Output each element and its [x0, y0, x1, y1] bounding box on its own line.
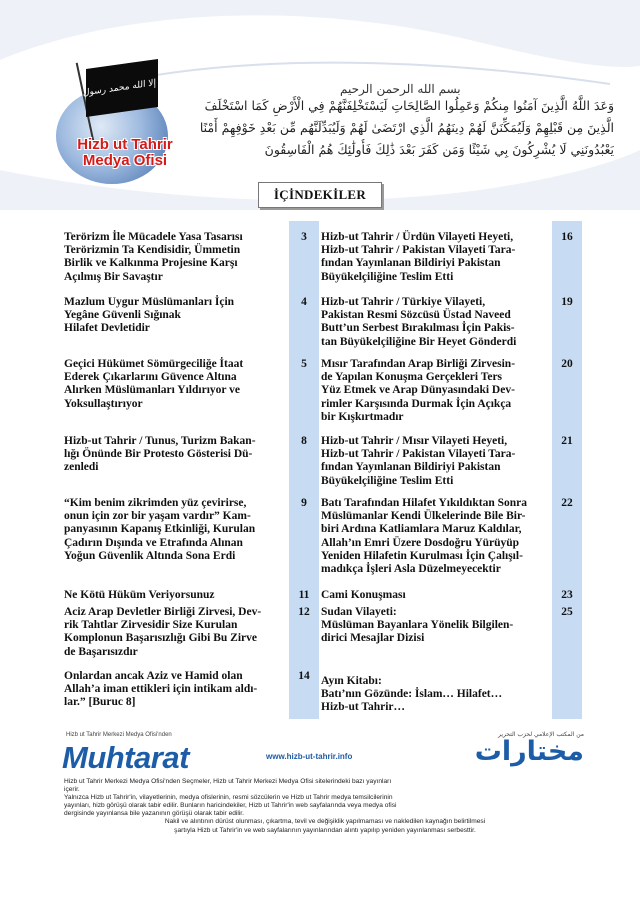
toc-line: Cami Konuşması: [321, 589, 406, 601]
toc-line: Yoksullaştırıyor: [64, 397, 143, 410]
toc-line: lığı Önünde Bir Protesto Gösterisi Dü-: [64, 448, 253, 461]
toc-page-number: 25: [561, 606, 573, 618]
arabic-caption: من المكتب الإعلامي لحزب التحرير: [498, 731, 584, 738]
muhtarat-caption: Hizb ut Tahrir Merkezi Medya Ofisi'nden: [66, 732, 172, 738]
toc-line: onun için zor bir yaşam vardır” Kam-: [64, 510, 251, 523]
toc-line: Ayın Kitabı:: [321, 675, 382, 687]
toc-line: de Yapılan Konuşma Gerçekleri Ters: [321, 371, 503, 384]
toc-line: Allah’a iman ettikleri için intikam aldı-: [64, 683, 258, 696]
toc-page-number: 16: [561, 231, 573, 243]
brand-logo-text: [62, 137, 188, 169]
toc-line: rimler Karşısında Durmak İçin Açıkça: [321, 397, 512, 410]
footer-line: dergisinde yayınlansa bile yazanının görüşü olarak tabir edilir.: [64, 810, 244, 818]
toc-page-number: 21: [561, 435, 573, 447]
toc-page-number: 5: [301, 358, 307, 370]
brand-line-1: Hizb ut Tahrir: [77, 136, 173, 153]
header: [0, 0, 640, 180]
toc-entry-title: [321, 497, 549, 576]
toc-line: Hizb-ut Tahrir / Tunus, Turizm Bakan-: [64, 435, 256, 447]
toc-line: Hizb-ut Tahrir / Türkiye Vilayeti,: [321, 296, 486, 308]
toc-page-number: 20: [561, 358, 573, 370]
toc-line: fından Yayınlanan Bildiriyi Pakistan: [321, 257, 501, 270]
toc-entry-title: [64, 589, 286, 602]
website-link[interactable]: www.hizb-ut-tahrir.info: [266, 752, 353, 761]
verse-line: الَّذِينَ مِن قَبْلِهِمْ وَلَيُمَكِّنَنَّ لَهُمْ دِينَهُمُ الَّذِي ارْتَضَىٰ لَهُمْ وَلَيُبَدِّلَنَّهُم مِّن بَعْدِ خَوْفِهِمْ أَمْنًا: [199, 120, 614, 135]
toc-entry-title: [64, 358, 286, 411]
arabic-logo: مختارات: [474, 736, 584, 767]
toc-line: Sudan Vilayeti:: [321, 606, 397, 618]
toc-line: fından Yayınlanan Bildiriyi Pakistan: [321, 461, 501, 474]
toc-line: Mısır Tarafından Arap Birliği Zirvesin-: [321, 358, 516, 370]
toc-page-number: 14: [298, 670, 310, 682]
toc-line: Hizb-ut Tahrir / Pakistan Vilayeti Tara-: [321, 244, 516, 257]
toc-line: Hizb-ut Tahrir / Ürdün Vilayeti Heyeti,: [321, 231, 514, 243]
footer-line: içerir.: [64, 786, 80, 794]
toc-line: zenledi: [64, 461, 99, 474]
toc-line: Geçici Hükümet Sömürgeciliğe İtaat: [64, 358, 244, 370]
toc-line: Hizb-ut Tahrir / Pakistan Vilayeti Tara-: [321, 448, 516, 461]
toc-line: Komplonun Başarısızlığı Gibi Bu Zirve: [64, 632, 257, 645]
toc-line: Hizb-ut Tahrir…: [321, 701, 406, 714]
toc-entry-title: [321, 296, 549, 349]
toc-line: rik Tahtlar Zirvesidir Size Kurulan: [64, 619, 238, 632]
footer: [0, 730, 640, 905]
footer-line: yayınları, hizb görüşü olarak tabir edilir. Bunların haricindekiler, Hizb ut Tahrir'in web sayfalarında veya medya ofisi: [64, 802, 397, 810]
toc-line: biri Ardına Katliamlara Maruz Kaldılar,: [321, 523, 522, 536]
toc-entry-title: [64, 296, 286, 336]
toc-title: İÇİNDEKİLER: [258, 182, 382, 208]
toc-line: Yoğun Güvenlik Altında Sona Erdi: [64, 549, 236, 562]
toc-entry-title: [321, 358, 549, 424]
toc-line: Aciz Arap Devletler Birliği Zirvesi, Dev-: [64, 606, 262, 618]
toc-entry-title: [64, 435, 286, 475]
toc-line: Yegâne Güvenli Sığınak: [64, 309, 181, 322]
brand-line-2: Medya Ofisi: [82, 152, 168, 169]
toc-line: Birlik ve Kalkınma Projesine Karşı: [64, 257, 238, 270]
toc-line: Büyükelçiliğine Teslim Etti: [321, 474, 454, 487]
toc-line: Terörizmin Ta Kendisidir, Ümmetin: [64, 244, 241, 257]
toc-line: Müslüman Bayanlara Yönelik Bilgilen-: [321, 619, 514, 632]
toc-entry-title: [321, 589, 549, 602]
toc-entry-title: [64, 231, 286, 284]
toc-page-number: 3: [301, 231, 307, 243]
toc-entry-title: [64, 497, 286, 563]
toc-line: Müslümanlar Kendi Ülkelerinde Bile Bir-: [321, 510, 526, 523]
toc-line: madıkça İşleri Asla Düzelmeyecektir: [321, 563, 501, 576]
quran-verse: [176, 95, 614, 161]
toc-line: Çadırın Dışında ve Etrafında Alınan: [64, 536, 243, 549]
toc-line: Batı’nın Gözünde: İslam… Hilafet…: [321, 688, 503, 701]
toc-line: Pakistan Resmi Sözcüsü Üstad Naveed: [321, 309, 511, 322]
toc-line: Mazlum Uygur Müslümanları İçin: [64, 296, 235, 308]
toc-line: Yeniden Hilafetin Kurulması İçin Çalışıl-: [321, 549, 523, 562]
toc-line: Ne Kötü Hüküm Veriyorsunuz: [64, 589, 215, 601]
toc-entry-title: [64, 670, 286, 710]
toc-entry-title: [321, 435, 549, 488]
muhtarat-logo: Muhtarat: [62, 740, 189, 775]
toc-line: Büyükelçiliğine Teslim Etti: [321, 270, 454, 283]
toc-page-number: 12: [298, 606, 310, 618]
toc-line: Allah’ın Emri Üzere Dosdoğru Yürüyüp: [321, 536, 520, 549]
verse-line: وَعَدَ اللَّهُ الَّذِينَ آمَنُوا مِنكُمْ وَعَمِلُوا الصَّالِحَاتِ لَيَسْتَخْلِفَنَّهُمْ فِي الْأَرْضِ كَمَا اسْتَخْلَفَ: [204, 98, 614, 113]
toc-line: tan Büyükelçiliğine Bir Heyet Gönderdi: [321, 335, 517, 348]
black-flag-image: [67, 59, 177, 117]
toc-line: Yüz Etmek ve Arap Dünyasındaki Dev-: [321, 384, 515, 397]
toc-line: bir Kışkırtmadır: [321, 410, 404, 423]
footer-line: şartıyla Hizb ut Tahrir'in ve web sayfalarının yayınlarından alıntı yapılıp yeniden yayınlanması serbesttir.: [174, 826, 476, 834]
toc-line: lar.” [Buruc 8]: [64, 696, 136, 709]
footer-line: Nakil ve alıntının dürüst olunması, çıkartma, tevil ve değişiklik yapılmaması ve nakledilen kaynağın belirtilmesi: [164, 818, 486, 826]
toc-line: Batı Tarafından Hilafet Yıkıldıktan Sonra: [321, 497, 527, 509]
toc-line: panyasının Kapanış Etkinliği, Kurulan: [64, 523, 256, 536]
toc-line: Hilafet Devletidir: [64, 322, 150, 335]
toc-line: Hizb-ut Tahrir / Mısır Vilayeti Heyeti,: [321, 435, 508, 447]
toc-page-number: 4: [301, 296, 307, 308]
toc-entry-title: [321, 231, 549, 284]
toc-page-number: 19: [561, 296, 573, 308]
verse-line: يَعْبُدُونَنِي لَا يُشْرِكُونَ بِي شَيْئًا وَمَن كَفَرَ بَعْدَ ذَٰلِكَ فَأُولَٰئِكَ هُمُ الْفَاسِقُونَ: [264, 142, 614, 157]
toc-line: Alırken Müslümanları Yıldırıyor ve: [64, 384, 241, 397]
toc-line: de Başarısızdır: [64, 645, 138, 658]
toc-line: Terörizm İle Mücadele Yasa Tasarısı: [64, 231, 243, 243]
toc-line: dirici Mesajlar Dizisi: [321, 632, 425, 645]
toc-entry-title: [321, 606, 549, 646]
toc-page-number: 9: [301, 497, 307, 509]
flag-inscription: لا إله إلا الله محمد رسول الله: [67, 75, 177, 101]
toc-page-number: 23: [561, 589, 573, 601]
toc-line: Butt’un Serbest Bırakılması İçin Pakis-: [321, 322, 515, 335]
footer-line: Hizb ut Tahrir Merkezi Medya Ofisi'nden Seçmeler, Hizb ut Tahrir Merkezi Medya Ofisi sitelerindeki bazı yayınları: [64, 778, 392, 785]
toc-line: Açılmış Bir Savaştır: [64, 270, 163, 283]
basmala: بسم الله الرحمن الرحيم: [340, 82, 461, 96]
toc-page-number: 8: [301, 435, 307, 447]
toc-page-number: 22: [561, 497, 573, 509]
toc-line: Onlardan ancak Aziz ve Hamid olan: [64, 670, 243, 682]
footer-line: Yalnızca Hizb ut Tahrir'in, vilayetlerinin, medya ofislerinin, resmi sözcülerin ve Hizb ut Tahrir medya temsilcilerinin: [64, 794, 393, 802]
toc-entry-title: [321, 675, 549, 715]
toc-page-number: 11: [298, 589, 310, 601]
toc-line: Ederek Çıkarlarını Güvence Altına: [64, 371, 237, 384]
footer-disclaimer: [64, 778, 586, 835]
toc-line: “Kim benim zikrimden yüz çevirirse,: [64, 497, 247, 509]
toc-entry-title: [64, 606, 286, 659]
